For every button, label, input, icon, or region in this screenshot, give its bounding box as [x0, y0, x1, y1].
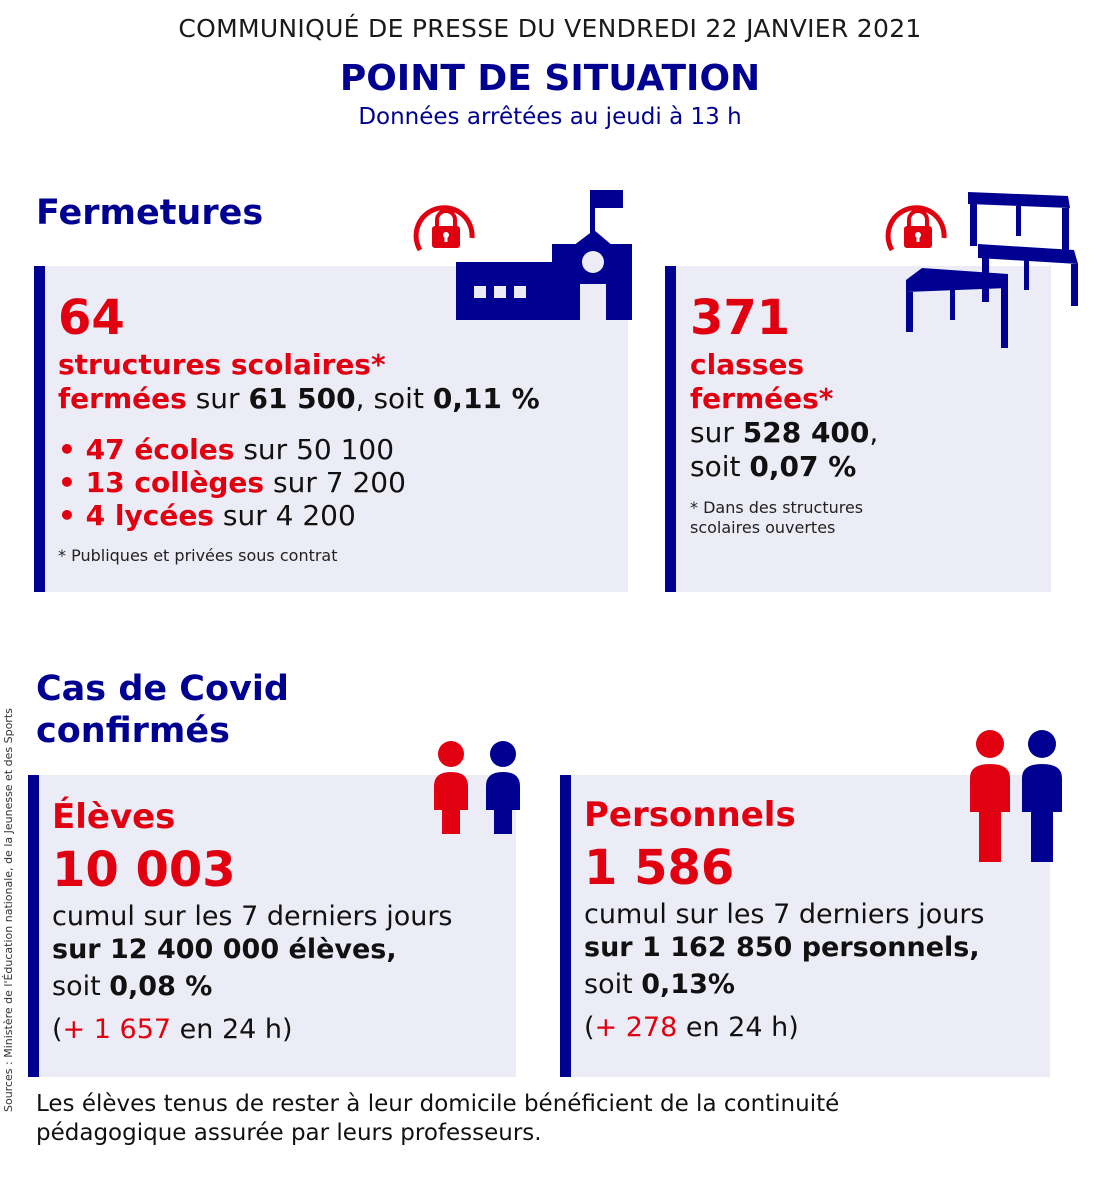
staff-label: Personnels — [584, 795, 796, 835]
students-card-bar — [28, 775, 39, 1077]
students-total: sur 12 400 000 élèves, — [52, 934, 397, 965]
classes-percent: soit 0,07 % — [690, 450, 857, 483]
structures-content — [58, 292, 618, 566]
school-building-icon — [456, 186, 636, 324]
structures-footnote: * Publiques et privées sous contrat — [58, 546, 338, 565]
students-count: 10 003 — [52, 842, 236, 898]
structures-label: structures scolaires* — [58, 348, 386, 381]
structures-card-bar — [34, 266, 45, 592]
staff-total: sur 1 162 850 personnels, — [584, 932, 980, 963]
staff-cumul: cumul sur les 7 derniers jours — [584, 899, 985, 930]
classes-card-bar — [665, 266, 676, 592]
structures-count: 64 — [58, 290, 125, 346]
person-blue-icon — [1022, 730, 1062, 862]
people-icon — [428, 738, 526, 838]
person-red-icon — [970, 730, 1010, 862]
list-item: • 13 collèges sur 7 200 — [58, 466, 406, 499]
classes-total: sur 528 400, — [690, 416, 879, 449]
classes-label: classes — [690, 348, 805, 381]
closures-section-title: Fermetures — [36, 193, 264, 233]
person-blue-icon — [486, 741, 520, 834]
staff-card-bar — [560, 775, 571, 1077]
footer-note: Les élèves tenus de rester à leur domicile bénéficient de la continuité pédagogique assurée par leurs professeurs. — [36, 1091, 840, 1146]
covid-section-title: Cas de Covid confirmés — [36, 669, 289, 751]
classes-label-closed: fermées* — [690, 382, 834, 415]
students-cumul: cumul sur les 7 derniers jours — [52, 901, 453, 932]
list-item: • 47 écoles sur 50 100 — [58, 433, 395, 466]
students-percent: soit 0,08 % — [52, 971, 213, 1002]
staff-percent: soit 0,13% — [584, 969, 735, 1000]
list-item: • 4 lycées sur 4 200 — [58, 499, 356, 532]
structures-breakdown-list — [58, 433, 618, 532]
students-delta: (+ 1 657 en 24 h) — [52, 1014, 293, 1045]
classes-footnote: * Dans des structures scolaires ouvertes — [690, 498, 864, 537]
press-release-date: COMMUNIQUÉ DE PRESSE DU VENDREDI 22 JANVIER 2021 — [178, 14, 922, 43]
staff-count: 1 586 — [584, 840, 735, 896]
staff-people-icon — [964, 728, 1068, 868]
structures-ratio: fermées sur 61 500, soit 0,11 % — [58, 382, 540, 415]
classes-count: 371 — [690, 290, 791, 346]
students-label: Élèves — [52, 797, 176, 837]
person-red-icon — [434, 741, 468, 834]
source-note: Sources : Ministère de l'Éducation nationale, de la Jeunesse et des Sports — [2, 708, 15, 1112]
page-title: POINT DE SITUATION — [339, 58, 761, 99]
desks-icon — [898, 184, 1084, 352]
staff-delta: (+ 278 en 24 h) — [584, 1012, 799, 1043]
page-subtitle: Données arrêtées au jeudi à 13 h — [358, 104, 742, 130]
